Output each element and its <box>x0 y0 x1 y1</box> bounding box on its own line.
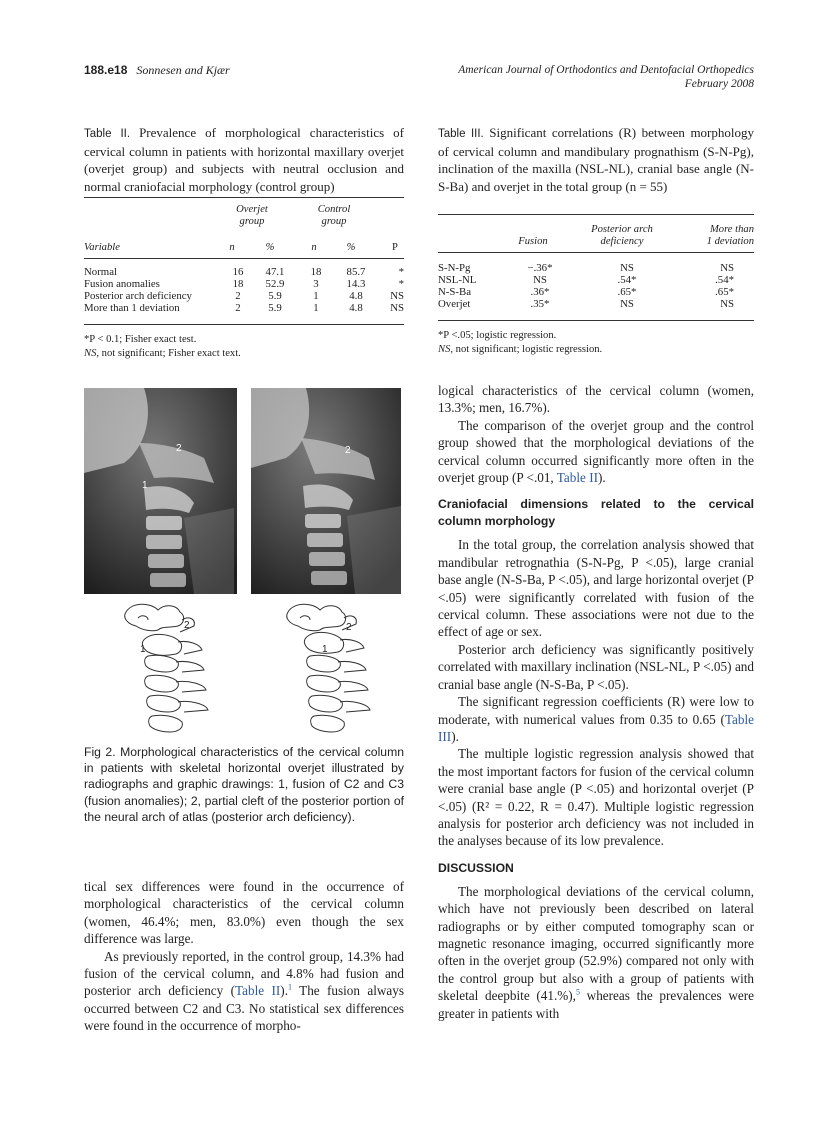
table2-note2-text: not significant; Fisher exact text. <box>99 347 241 359</box>
table2-cell-p2: 85.7 <box>346 266 366 278</box>
table2-cell-n2: 18 <box>310 266 322 278</box>
left-paragraph-2 <box>84 948 404 1035</box>
issue-date: February 2008 <box>684 78 754 90</box>
table2-col-n2: n <box>311 242 317 253</box>
table2-notes <box>84 333 404 360</box>
right-paragraph-6: The multiple logistic regression analysis showed that the most important factors for fusion of the cervical column were cranial base angle (P <.05) and horizontal overjet (P <.05) (R² = 0.22, R = 0.47). Multiple logistic regression analysis for posterior arch deficiency was not included in the analyses because of its low prevalence. <box>438 746 754 849</box>
table2-group2-line2: group <box>321 216 347 227</box>
table3-col-posterior-line1: Posterior arch <box>591 224 653 235</box>
right-paragraph-3: In the total group, the correlation analysis showed that mandibular retrognathia (S-N-Pg, P <.05), large cranial base angle (N-S-Ba, P <.05), and large horizontal overjet (P <.05) were significantly correlated with fusion of the cervical column. These associations were not due to the effect of age or sex. <box>438 537 754 640</box>
table2-label: Table II. <box>84 128 131 140</box>
table2-cell-variable: More than 1 deviation <box>84 302 180 314</box>
table3-cell-variable: Overjet <box>438 298 471 310</box>
table2-note2 <box>84 347 404 361</box>
table3-col-more-line2: 1 deviation <box>706 236 754 247</box>
table3-note2-abbr: NS, <box>438 343 454 355</box>
table3-cell-variable: NSL-NL <box>438 274 477 286</box>
table-row <box>436 298 756 310</box>
table3-caption-text: Significant correlations (R) between morphology of cervical column and mandibulary prognathism (S-N-Pg), inclination of the maxilla (NSL-NL), cranial base angle (N-S-Ba) and overjet in the total group (n = 55) <box>438 125 754 194</box>
table2-cell-p: NS <box>390 290 404 302</box>
table2-cell-p: * <box>398 266 404 278</box>
figure2-caption-text: Morphological characteristics of the cervical column in patients with skeletal horizontal overjet illustrated by radiographs and graphic drawings: 1, fusion of C2 and C3 (fusion anomalies); 2, partial cleft of the posterior portion of the neural arch of atlas (posterior arch deficiency). <box>84 745 405 824</box>
table2-cell-p: * <box>398 278 404 290</box>
table2-header-rule <box>84 258 404 259</box>
table2-col-pct2: % <box>346 242 356 253</box>
drawing-right-marker-2: 2 <box>346 622 352 633</box>
page-number: 188.e18 <box>84 63 128 77</box>
table2-col-variable: Variable <box>84 242 120 253</box>
radiograph-left <box>84 388 237 594</box>
table2-cell-p1: 52.9 <box>265 278 285 290</box>
table3-cell-more: NS <box>720 298 734 310</box>
table3-cell-more: .54* <box>715 274 734 286</box>
table-row <box>436 262 756 274</box>
right-paragraph-7-b: whereas the prevalences were greater in patients with <box>438 988 755 1021</box>
table2-col-pct1: % <box>265 242 275 253</box>
right-paragraph-2 <box>438 417 754 487</box>
table3-col-posterior <box>574 224 670 248</box>
table2-cell-n1: 18 <box>232 278 244 290</box>
table2-cell-n1: 2 <box>235 302 241 314</box>
table2-cell-variable: Fusion anomalies <box>84 278 160 290</box>
table-row <box>82 302 406 314</box>
table3-col-more <box>690 224 754 248</box>
table3-caption <box>438 124 754 195</box>
table3-col-posterior-line2: deficiency <box>600 236 644 247</box>
right-paragraph-2-b: ). <box>597 470 606 486</box>
radiograph-right-marker-2: 2 <box>345 445 351 456</box>
radiograph-right <box>251 388 401 594</box>
running-header-right <box>458 63 754 91</box>
table3-cell-more: NS <box>720 262 734 274</box>
table3-cell-fusion: NS <box>533 274 547 286</box>
running-header-left <box>84 63 230 78</box>
left-paragraph-2-a: As previously reported, in the control group, 14.3% had fusion of the cervical column, and 4.8% had fusion and posterior arch deficiency ( <box>84 948 404 999</box>
table2-cell-p1: 5.9 <box>268 302 282 314</box>
table-row <box>82 278 406 290</box>
table-row <box>82 290 406 302</box>
table2-reference-link[interactable]: Table II <box>556 470 598 486</box>
table3-cell-posterior: NS <box>620 298 634 310</box>
right-paragraph-4: Posterior arch deficiency was significantly positively correlated with maxillary inclination (NSL-NL, P <.05) and cranial base angle (N-S-Ba, P <.05). <box>438 641 754 692</box>
running-authors: Sonnesen and Kjær <box>136 63 230 77</box>
table2-cell-p1: 5.9 <box>268 290 282 302</box>
table3-note2 <box>438 343 754 357</box>
right-paragraph-5-b: ). <box>451 728 459 744</box>
table2-note2-abbr: NS, <box>84 347 100 359</box>
table2-group1-header <box>232 204 272 228</box>
table2-group2-line1: Control <box>317 204 351 215</box>
table2-cell-n1: 16 <box>232 266 244 278</box>
table2-cell-p2: 14.3 <box>346 278 366 290</box>
drawing-right-marker-1: 1 <box>322 644 328 655</box>
table3-cell-fusion: −.36* <box>527 262 553 274</box>
section-heading-discussion: DISCUSSION <box>438 860 514 875</box>
table3-note1: *P <.05; logistic regression. <box>438 330 557 341</box>
section-heading-craniofacial: Craniofacial dimensions related to the cervical column morphology <box>438 497 754 529</box>
drawing-left-marker-1: 1 <box>140 644 146 655</box>
table3-reference-link[interactable]: Table III <box>438 711 754 744</box>
table3-cell-posterior: .65* <box>617 286 637 298</box>
drawing-left-marker-2: 2 <box>184 620 190 631</box>
figure2-caption <box>84 744 404 825</box>
table2-cell-p2: 4.8 <box>349 290 363 302</box>
right-column-text <box>438 382 754 1022</box>
table2-col-n1: n <box>229 242 235 253</box>
table2-caption <box>84 124 404 195</box>
table3-col-fusion: Fusion <box>518 236 548 247</box>
right-paragraph-5-a: The significant regression coefficients (R) were low to moderate, with numerical values from 0.35 to 0.65 ( <box>438 694 754 727</box>
table2-note1: *P < 0.1; Fisher exact test. <box>84 334 197 345</box>
table3-cell-variable: S-N-Pg <box>438 262 471 274</box>
table2-group1-line1: Overjet <box>236 204 268 215</box>
table3-note2-text: not significant; logistic regression. <box>453 343 603 355</box>
left-paragraph-1: tical sex differences were found in the occurrence of morphological characteristics of the cervical column (women, 46.4%; men, 83.0%) even though the sex difference was large. <box>84 879 404 947</box>
table2-group1-line2: group <box>239 216 265 227</box>
right-paragraph-2-a: The comparison of the overjet group and the control group showed that the morphological deviations of the cervical column occurred significantly more often in the overjet group (P <.01, <box>438 417 754 486</box>
table3-cell-posterior: .54* <box>617 274 637 286</box>
table3-cell-more: .65* <box>715 286 734 298</box>
table2-cell-n2: 3 <box>313 278 319 290</box>
table2-body <box>82 266 406 314</box>
right-paragraph-5 <box>438 693 754 745</box>
table2-cell-n2: 1 <box>313 302 319 314</box>
drawing-right <box>282 598 394 736</box>
left-paragraph-2-c: The fusion always occurred between C2 and C3. No statistical sex differences were found in the occurrence of morpho- <box>84 983 404 1034</box>
table3-label: Table III. <box>438 128 484 140</box>
table3-top-rule <box>438 214 754 215</box>
table3-header-rule <box>438 252 754 253</box>
left-column-text <box>84 878 404 1035</box>
table3-bottom-rule <box>438 320 754 321</box>
table2-cell-variable: Normal <box>84 266 117 278</box>
table-row <box>436 274 756 286</box>
table2-cell-n2: 1 <box>313 290 319 302</box>
table2-cell-p1: 47.1 <box>265 266 285 278</box>
reference-5-link[interactable]: 5 <box>575 987 580 997</box>
table3-cell-variable: N-S-Ba <box>438 286 471 298</box>
table3-cell-fusion: .35* <box>530 298 550 310</box>
table-row <box>436 286 756 298</box>
left-paragraph-2-b: ). <box>280 983 288 999</box>
table3-body <box>436 262 756 310</box>
table2-caption-text: Prevalence of morphological characteristics of cervical column in patients with horizontal maxillary overjet (overjet group) and subjects with neutral occlusion and normal craniofacial morphology (control group) <box>84 125 405 194</box>
table2-cell-variable: Posterior arch deficiency <box>84 290 192 302</box>
radiograph-left-marker-1: 1 <box>142 480 148 491</box>
table2-cell-p2: 4.8 <box>349 302 363 314</box>
table2-cell-n1: 2 <box>235 290 241 302</box>
table2-cell-p: NS <box>390 302 404 314</box>
table3-notes <box>438 329 754 356</box>
right-paragraph-7 <box>438 883 754 1022</box>
table3-cell-fusion: .36* <box>530 286 550 298</box>
journal-name: American Journal of Orthodontics and Dentofacial Orthopedics <box>458 64 754 76</box>
reference-1-link[interactable]: 1 <box>288 983 292 993</box>
table2-reference-link[interactable]: Table II <box>235 983 281 999</box>
radiograph-left-marker-2: 2 <box>176 443 182 454</box>
drawing-left <box>118 598 230 736</box>
table3-col-more-line1: More than <box>709 224 754 235</box>
right-paragraph-1: logical characteristics of the cervical column (women, 13.3%; men, 16.7%). <box>438 383 754 416</box>
table2-bottom-rule <box>84 324 404 325</box>
table2-top-rule <box>84 197 404 198</box>
table2-col-p: P <box>392 242 398 253</box>
figure2-label: Fig 2. <box>84 745 116 759</box>
table3-cell-posterior: NS <box>620 262 634 274</box>
table-row <box>82 266 406 278</box>
table2-group2-header <box>312 204 356 228</box>
right-paragraph-7-a: The morphological deviations of the cervical column, which have not previously been described on lateral radiographs or by either computed tomography scan or magnetic resonance imaging, occurred significantly more often in the overjet group (52.9%) compared not only with the control group but also with a group of patients with skeletal deepbite (41.%), <box>438 883 754 1004</box>
